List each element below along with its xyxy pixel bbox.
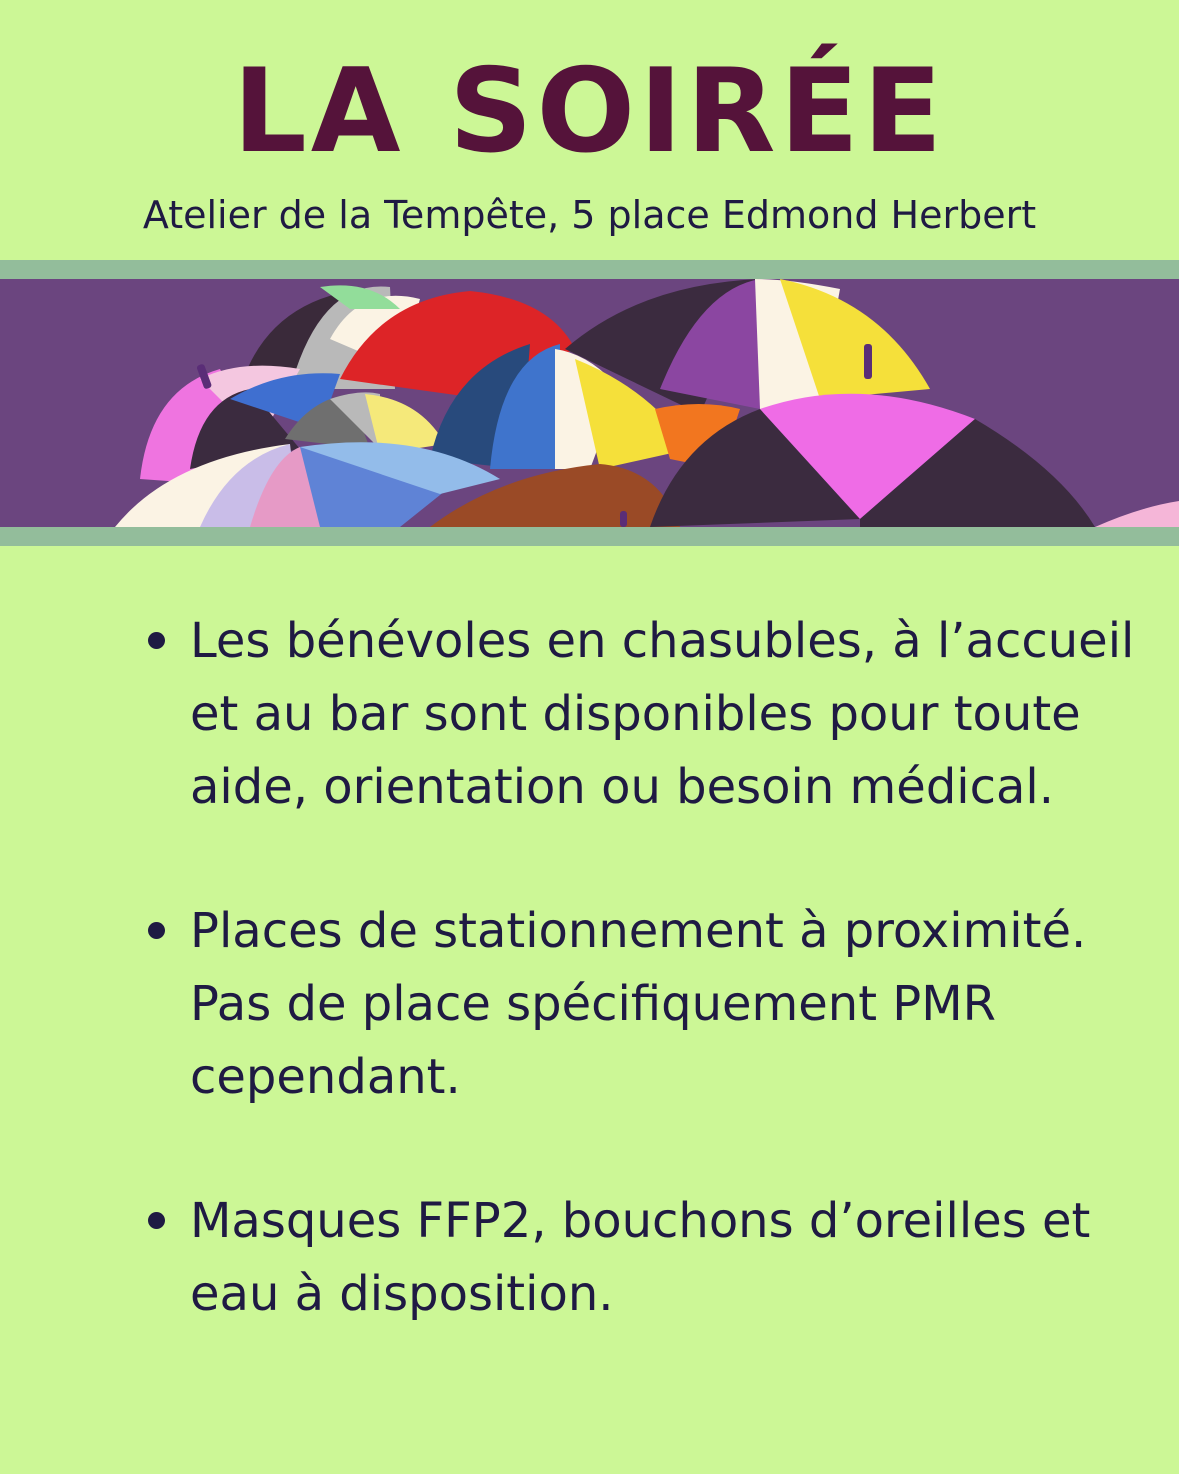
bullet-icon: [148, 1212, 165, 1229]
page-title: LA SOIRÉE: [232, 44, 947, 179]
venue-address: Atelier de la Tempête, 5 place Edmond Herbert: [142, 193, 1037, 237]
note-text: Places de stationnement à proximité. Pas de place spécifiquement PMR cependant.: [190, 903, 1087, 1105]
list-item: [140, 895, 1150, 1114]
note-text: Masques FFP2, bouchons d’oreilles et eau à disposition.: [190, 1193, 1091, 1322]
note-text: Les bénévoles en chasubles, à l’accueil et au bar sont disponibles pour toute aide, orientation ou besoin médical.: [190, 613, 1135, 815]
bullet-icon: [148, 922, 165, 939]
info-list: [140, 605, 1150, 1331]
umbrellas-illustration: [0, 279, 1179, 527]
bullet-icon: [148, 632, 165, 649]
list-item: [140, 605, 1150, 824]
list-item: [140, 1185, 1150, 1331]
